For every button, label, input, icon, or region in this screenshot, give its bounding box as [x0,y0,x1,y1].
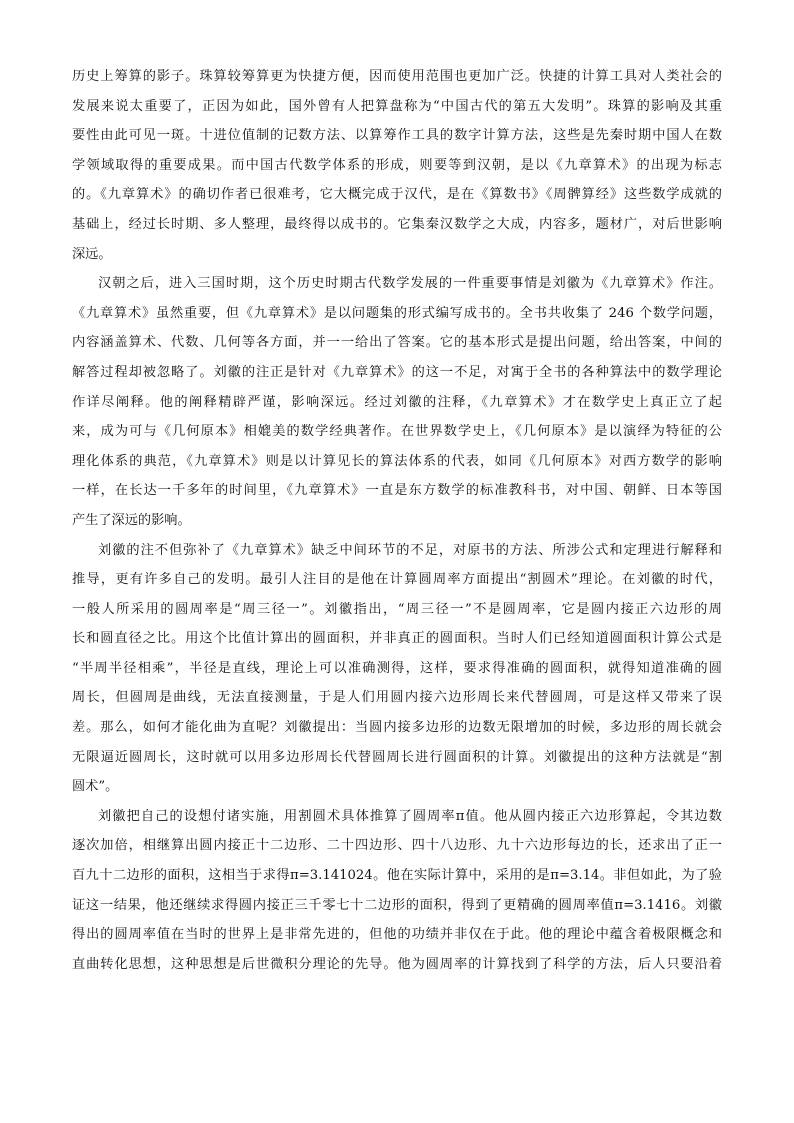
text-line: 要性由此可见一斑。十进位值制的记数方法、以算筹作工具的数字计算方法，这些是先秦时期中国人在数 [72,128,722,144]
text-line: 百九十二边形的面积，这相当于求得π=3.141024。他在实际计算中，采用的是π=3.14。非但如此，为了验 [72,868,722,884]
text-line: 周长，但圆周是曲线，无法直接测量，于是人们用圆内接六边形周长来代替圆周，可是这样又带来了误 [72,690,722,706]
text-line: 汉朝之后，进入三国时期，这个历史时期古代数学发展的一件重要事情是刘徽为《九章算术》作注。 [98,276,722,292]
text-line: 得出的圆周率值在当时的世界上是非常先进的，但他的功绩并非仅在于此。他的理论中蕴含着极限概念和 [72,927,722,943]
text-line: 的。《九章算术》的确切作者已很难考，它大概完成于汉代，是在《算数书》《周髀算经》这些数学成就的 [72,187,722,203]
text-line: 发展来说太重要了，正因为如此，国外曾有人把算盘称为“中国古代的第五大发明”。珠算的影响及其重 [72,98,722,114]
paragraph-3 [72,536,722,802]
document-page [72,62,722,979]
text-line: 逐次加倍，相继算出圆内接正十二边形、二十四边形、四十八边形、九十六边形每边的长，还求出了正一 [72,838,722,854]
text-line: 内容涵盖算术、代数、几何等各方面，并一一给出了答案。它的基本形式是提出问题，给出答案，中间的 [72,335,722,351]
text-line: 深远。 [72,246,112,262]
paragraph-1 [72,62,722,269]
text-line: 长和圆直径之比。用这个比值计算出的圆面积，并非真正的圆面积。当时人们已经知道圆面积计算公式是 [72,631,722,647]
text-line: 刘徽把自己的设想付诸实施，用割圆术具体推算了圆周率π值。他从圆内接正六边形算起，令其边数 [98,808,722,824]
text-line: 一般人所采用的圆周率是“周三径一”。刘徽指出，“周三径一”不是圆周率，它是圆内接正六边形的周 [72,601,722,617]
text-line: 作详尽阐释。他的阐释精辟严谨，影响深远。经过刘徽的注释，《九章算术》才在数学史上真正立了起 [72,394,722,410]
text-line: 刘徽的注不但弥补了《九章算术》缺乏中间环节的不足，对原书的方法、所涉公式和定理进行解释和 [98,542,722,558]
text-line: 产生了深远的影响。 [72,512,191,528]
text-line: 无限逼近圆周长，这时就可以用多边形周长代替圆周长进行圆面积的计算。刘徽提出的这种方法就是“割 [72,749,722,765]
text-line: 学领域取得的重要成果。而中国古代数学体系的形成，则要等到汉朝，是以《九章算术》的出现为标志 [72,157,722,173]
paragraph-2 [72,269,722,535]
text-line: “半周半径相乘”，半径是直线，理论上可以准确测得，这样，要求得准确的圆面积，就得知道准确的圆 [72,660,722,676]
text-line: 差。那么，如何才能化曲为直呢？刘徽提出：当圆内接多边形的边数无限增加的时候，多边形的周长就会 [72,720,722,736]
text-line: 直曲转化思想，这种思想是后世微积分理论的先导。他为圆周率的计算找到了科学的方法，后人只要沿着 [72,956,722,972]
text-line: 来，成为可与《几何原本》相媲美的数学经典著作。在世界数学史上，《几何原本》是以演绎为特征的公 [72,424,722,440]
text-line: 推导，更有许多自己的发明。最引人注目的是他在计算圆周率方面提出“割圆术”理论。在刘徽的时代， [72,572,722,588]
text-line: 历史上筹算的影子。珠算较筹算更为快捷方便，因而使用范围也更加广泛。快捷的计算工具对人类社会的 [72,69,722,84]
text-line: 圆术”。 [72,779,119,795]
text-line: 证这一结果，他还继续求得圆内接正三千零七十二边形的面积，得到了更精确的圆周率值π=3.1416。刘徽 [72,897,722,913]
text-line: 解答过程却被忽略了。刘徽的注正是针对《九章算术》的这一不足，对寓于全书的各种算法中的数学理论 [72,364,722,380]
text-line: 理化体系的典范，《九章算术》则是以计算见长的算法体系的代表，如同《几何原本》对西方数学的影响 [72,453,722,469]
text-line: 基础上，经过长时期、多人整理，最终得以成书的。它集秦汉数学之大成，内容多，题材广，对后世影响 [72,216,722,232]
paragraph-4 [72,802,722,980]
text-line: 一样，在长达一千多年的时间里，《九章算术》一直是东方数学的标准教科书，对中国、朝鲜、日本等国 [72,483,722,499]
text-line: 《九章算术》虽然重要，但《九章算术》是以问题集的形式编写成书的。全书共收集了 246 个数学问题， [72,305,722,321]
